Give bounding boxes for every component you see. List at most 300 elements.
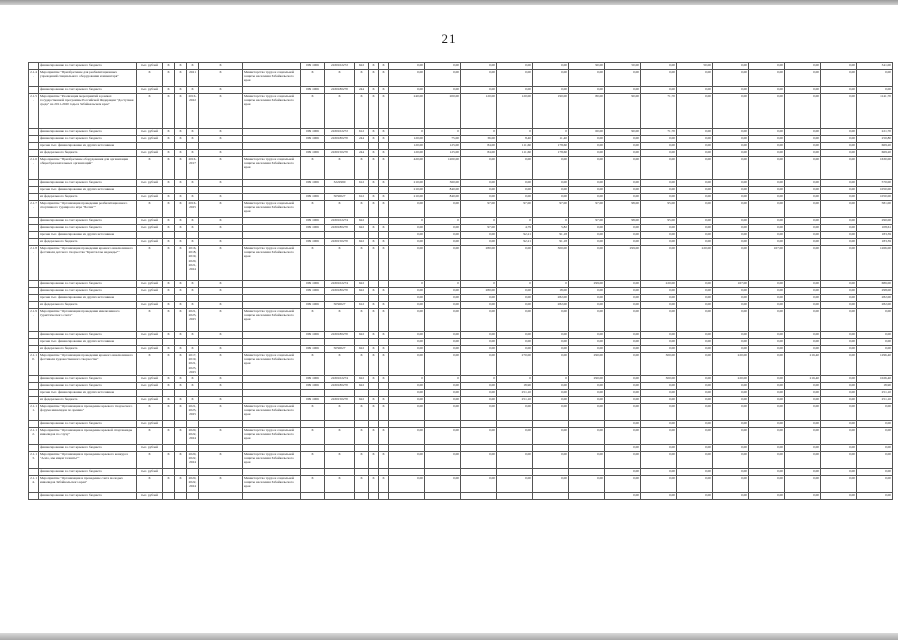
- table-cell: 0,00: [605, 194, 641, 201]
- table-cell: 0: [425, 281, 461, 288]
- table-cell: X: [369, 87, 379, 94]
- table-cell: X: [379, 150, 389, 157]
- table-cell: [243, 281, 301, 288]
- table-cell: X: [175, 180, 187, 187]
- table-cell: X: [187, 194, 199, 201]
- table-cell: X: [301, 404, 325, 421]
- table-cell: [379, 187, 389, 194]
- funding-row: [29, 225, 893, 232]
- table-cell: 009 1006: [301, 383, 325, 390]
- table-cell: 244: [355, 87, 369, 94]
- table-cell: 0,00: [821, 302, 857, 309]
- table-cell: 298,00: [857, 288, 893, 295]
- table-cell: [199, 445, 243, 452]
- table-cell: [137, 187, 163, 194]
- table-cell: 1026,40: [857, 376, 893, 383]
- table-cell: 0,00: [713, 476, 749, 493]
- table-cell: 0,00: [497, 452, 533, 469]
- table-cell: X: [369, 376, 379, 383]
- table-cell: 0,00: [749, 180, 785, 187]
- table-cell: 0,00: [713, 390, 749, 397]
- table-cell: 2.1.13.: [29, 452, 39, 469]
- table-cell: [461, 421, 497, 428]
- table-cell: 80,00: [569, 94, 605, 129]
- table-cell: [187, 187, 199, 194]
- table-cell: 4,79: [497, 225, 533, 232]
- table-cell: X: [199, 218, 243, 225]
- table-cell: 0,00: [569, 332, 605, 339]
- table-cell: 0,00: [857, 309, 893, 332]
- table-cell: [29, 383, 39, 390]
- table-cell: 0,00: [605, 288, 641, 295]
- table-cell: 0,00: [605, 493, 641, 500]
- table-cell: 0,00: [425, 309, 461, 332]
- table-cell: 0,00: [713, 309, 749, 332]
- table-cell: X: [163, 218, 175, 225]
- table-cell: [163, 143, 175, 150]
- table-cell: 5,82: [533, 225, 569, 232]
- table-cell: 0,00: [713, 346, 749, 353]
- table-cell: 91,18: [533, 232, 569, 239]
- table-cell: X: [369, 136, 379, 143]
- table-cell: [301, 295, 325, 302]
- table-cell: 0: [461, 281, 497, 288]
- table-cell: 0: [425, 129, 461, 136]
- table-cell: финансирование за счет краевого бюджета: [39, 469, 137, 476]
- table-cell: X: [301, 353, 325, 376]
- table-cell: [187, 390, 199, 397]
- table-cell: 009 1006: [301, 332, 325, 339]
- table-cell: 0,00: [677, 288, 713, 295]
- table-cell: 0,00: [641, 397, 677, 404]
- table-cell: 0,00: [605, 136, 641, 143]
- table-cell: 0,00: [821, 70, 857, 87]
- table-cell: [325, 469, 355, 476]
- table-cell: 0: [389, 281, 425, 288]
- table-cell: 125,00: [425, 150, 461, 157]
- table-cell: 0,00: [821, 383, 857, 390]
- table-cell: [29, 421, 39, 428]
- table-cell: [243, 383, 301, 390]
- table-cell: из федерального бюджета: [39, 239, 137, 246]
- table-cell: 90,00: [605, 129, 641, 136]
- table-cell: X: [175, 70, 187, 87]
- table-cell: 009 1006: [301, 129, 325, 136]
- table-cell: 95,00: [641, 218, 677, 225]
- table-cell: [461, 469, 497, 476]
- table-cell: [369, 187, 379, 194]
- table-cell: 0: [497, 218, 533, 225]
- table-cell: 0,00: [677, 346, 713, 353]
- table-cell: [389, 421, 425, 428]
- table-cell: 0,00: [605, 87, 641, 94]
- table-cell: 125,00: [425, 143, 461, 150]
- table-cell: X: [369, 94, 379, 129]
- table-cell: 0,00: [749, 397, 785, 404]
- table-cell: 0,00: [605, 404, 641, 421]
- table-cell: 0,00: [461, 194, 497, 201]
- table-cell: [325, 232, 355, 239]
- table-cell: 18,90: [497, 383, 533, 390]
- table-cell: 0,00: [821, 469, 857, 476]
- table-cell: 2430102272: [325, 129, 355, 136]
- table-cell: 2016-2025: [187, 201, 199, 218]
- table-cell: [243, 194, 301, 201]
- table-cell: 0,00: [713, 157, 749, 180]
- table-cell: 0,00: [785, 295, 821, 302]
- table-cell: [243, 339, 301, 346]
- table-cell: 183,39: [857, 232, 893, 239]
- table-cell: 0,00: [677, 281, 713, 288]
- table-cell: 0,00: [749, 232, 785, 239]
- table-cell: 0,00: [821, 288, 857, 295]
- table-cell: X: [199, 194, 243, 201]
- table-cell: 282,00: [533, 295, 569, 302]
- table-cell: [199, 143, 243, 150]
- table-cell: [175, 232, 187, 239]
- table-cell: 0,00: [497, 428, 533, 445]
- table-cell: X: [369, 353, 379, 376]
- table-cell: 0,00: [749, 87, 785, 94]
- table-cell: 840,00: [425, 187, 461, 194]
- table-cell: X: [137, 404, 163, 421]
- table-cell: 75,00: [425, 136, 461, 143]
- table-cell: 200,00: [425, 94, 461, 129]
- table-cell: 570,00: [857, 180, 893, 187]
- table-cell: 0,00: [425, 87, 461, 94]
- activity-row: [29, 94, 893, 129]
- table-cell: X: [175, 302, 187, 309]
- table-cell: 2430180270: [325, 225, 355, 232]
- table-cell: [29, 346, 39, 353]
- table-cell: [301, 187, 325, 194]
- table-cell: 0,00: [785, 201, 821, 218]
- table-cell: 290,00: [569, 376, 605, 383]
- table-cell: 0,00: [821, 201, 857, 218]
- table-cell: 0,00: [677, 218, 713, 225]
- table-cell: тыс. рублей: [137, 225, 163, 232]
- table-cell: Мероприятие "Организация проведения реабилитационного спортивного турнира по игре "Боччи"": [39, 201, 137, 218]
- table-cell: 0,00: [425, 397, 461, 404]
- table-cell: X: [199, 70, 243, 87]
- table-cell: X: [355, 94, 369, 129]
- table-cell: 0,00: [713, 63, 749, 70]
- table-cell: X: [199, 383, 243, 390]
- table-cell: 0,00: [641, 452, 677, 469]
- table-cell: 300,00: [533, 246, 569, 281]
- table-cell: X: [163, 87, 175, 94]
- table-cell: 120,00: [389, 136, 425, 143]
- table-cell: 0,00: [785, 383, 821, 390]
- table-cell: тыс. рублей: [137, 397, 163, 404]
- table-cell: Мероприятие "Организация и проведение краевого конкурса "Алло, мы ищем таланты"": [39, 452, 137, 469]
- table-cell: X: [175, 225, 187, 232]
- table-cell: X: [187, 129, 199, 136]
- table-cell: X: [379, 246, 389, 281]
- table-cell: прочие тыс. финансирование из других источников: [39, 339, 137, 346]
- table-cell: [163, 421, 175, 428]
- table-cell: 0,00: [533, 428, 569, 445]
- table-cell: 0,00: [641, 469, 677, 476]
- table-cell: [163, 295, 175, 302]
- table-cell: [175, 390, 187, 397]
- funding-row: [29, 194, 893, 201]
- table-cell: [243, 397, 301, 404]
- table-cell: 0,00: [785, 404, 821, 421]
- table-cell: [163, 469, 175, 476]
- table-cell: [379, 143, 389, 150]
- table-cell: Министерство труда и социальной защиты населения Забайкальского края: [243, 201, 301, 218]
- table-cell: 0,00: [533, 87, 569, 94]
- funding-row: [29, 232, 893, 239]
- table-cell: 0: [461, 218, 497, 225]
- table-cell: 0,00: [749, 70, 785, 87]
- table-cell: 91,18: [533, 239, 569, 246]
- table-cell: тыс. рублей: [137, 469, 163, 476]
- table-cell: 0,00: [785, 187, 821, 194]
- table-cell: 0,00: [821, 63, 857, 70]
- table-cell: 0,00: [605, 239, 641, 246]
- table-cell: X: [163, 309, 175, 332]
- table-cell: X: [137, 201, 163, 218]
- table-cell: [29, 232, 39, 239]
- table-cell: 0,00: [641, 302, 677, 309]
- table-cell: [243, 421, 301, 428]
- table-cell: тыс. рублей: [137, 383, 163, 390]
- table-cell: 0,00: [461, 353, 497, 376]
- table-cell: 0,00: [713, 129, 749, 136]
- table-cell: 0,00: [857, 70, 893, 87]
- table-cell: X: [137, 94, 163, 129]
- table-cell: 0,00: [785, 180, 821, 187]
- funding-row: [29, 87, 893, 94]
- table-cell: 0,00: [749, 476, 785, 493]
- table-cell: 244: [355, 136, 369, 143]
- table-cell: 0,00: [533, 339, 569, 346]
- table-cell: [355, 187, 369, 194]
- table-cell: 0,00: [857, 445, 893, 452]
- table-cell: 0,00: [857, 404, 893, 421]
- table-cell: [175, 143, 187, 150]
- table-cell: [301, 339, 325, 346]
- table-cell: 0,00: [749, 404, 785, 421]
- table-cell: 2430180270: [325, 136, 355, 143]
- table-cell: 0,00: [461, 397, 497, 404]
- table-cell: 97,00: [461, 225, 497, 232]
- table-cell: 622: [355, 288, 369, 295]
- table-cell: 0,00: [641, 346, 677, 353]
- table-cell: тыс. рублей: [137, 346, 163, 353]
- table-cell: [389, 445, 425, 452]
- table-cell: 0,00: [497, 194, 533, 201]
- table-cell: 0,00: [605, 476, 641, 493]
- table-cell: 0,00: [425, 225, 461, 232]
- table-cell: 0,00: [389, 70, 425, 87]
- table-cell: [325, 493, 355, 500]
- table-cell: 0,00: [785, 288, 821, 295]
- table-cell: [379, 390, 389, 397]
- table-cell: 009 1006: [301, 397, 325, 404]
- table-cell: 0,00: [569, 295, 605, 302]
- table-cell: 216,40: [785, 376, 821, 383]
- table-cell: 0,00: [605, 143, 641, 150]
- table-cell: финансирование за счет краевого бюджета: [39, 225, 137, 232]
- table-cell: 0,00: [749, 353, 785, 376]
- table-cell: 0,00: [461, 239, 497, 246]
- table-cell: 2.1.12.: [29, 428, 39, 445]
- table-cell: [243, 332, 301, 339]
- table-cell: 97,00: [569, 201, 605, 218]
- table-cell: 250,80: [857, 136, 893, 143]
- table-cell: X: [379, 94, 389, 129]
- table-cell: [355, 469, 369, 476]
- table-cell: [325, 445, 355, 452]
- table-cell: 71,70: [641, 94, 677, 129]
- table-cell: [379, 383, 389, 390]
- table-cell: 0,00: [605, 295, 641, 302]
- table-cell: 0,00: [821, 136, 857, 143]
- table-cell: 009 1006: [301, 150, 325, 157]
- table-cell: 0,00: [713, 302, 749, 309]
- table-cell: X: [199, 94, 243, 129]
- table-cell: 0,00: [785, 421, 821, 428]
- table-cell: 0,00: [749, 288, 785, 295]
- table-cell: 2.1.4.: [29, 70, 39, 87]
- table-cell: 2016-2017: [187, 157, 199, 180]
- table-cell: [243, 87, 301, 94]
- table-cell: 0,00: [677, 143, 713, 150]
- table-cell: 0,00: [569, 428, 605, 445]
- activity-row: [29, 476, 893, 493]
- table-cell: 0,00: [821, 376, 857, 383]
- table-cell: 0,00: [497, 309, 533, 332]
- table-cell: 299,00: [569, 281, 605, 288]
- table-cell: 0: [461, 129, 497, 136]
- table-cell: 0,00: [641, 421, 677, 428]
- table-cell: X: [175, 376, 187, 383]
- table-cell: [199, 421, 243, 428]
- table-cell: 282,00: [533, 302, 569, 309]
- table-cell: 0,00: [569, 476, 605, 493]
- table-cell: 280,00: [461, 288, 497, 295]
- table-cell: [243, 150, 301, 157]
- table-cell: 0,00: [821, 332, 857, 339]
- table-cell: X: [379, 452, 389, 469]
- table-cell: 120,00: [389, 143, 425, 150]
- table-cell: тыс. рублей: [137, 281, 163, 288]
- table-cell: 0,00: [425, 302, 461, 309]
- table-cell: прочие тыс. финансирование из других источников: [39, 143, 137, 150]
- table-cell: 0,00: [821, 87, 857, 94]
- table-cell: 0,00: [641, 404, 677, 421]
- table-cell: 0,00: [677, 332, 713, 339]
- table-cell: X: [175, 428, 187, 445]
- table-cell: [369, 339, 379, 346]
- table-cell: [29, 239, 39, 246]
- table-cell: [497, 493, 533, 500]
- funding-row: [29, 239, 893, 246]
- table-cell: [199, 390, 243, 397]
- table-cell: [29, 187, 39, 194]
- table-cell: 0,00: [785, 239, 821, 246]
- table-cell: X: [355, 70, 369, 87]
- table-cell: тыс. рублей: [137, 445, 163, 452]
- table-cell: [301, 143, 325, 150]
- table-cell: 0,00: [605, 421, 641, 428]
- table-cell: 0,00: [641, 239, 677, 246]
- table-cell: 581,00: [857, 201, 893, 218]
- table-cell: 0,00: [677, 150, 713, 157]
- table-cell: 2.1.10.: [29, 353, 39, 376]
- table-cell: 0,00: [533, 187, 569, 194]
- table-cell: Мероприятие "Организация проведения краевого инклюзивного фестиваля художественного творчества": [39, 353, 137, 376]
- table-cell: 0,00: [857, 421, 893, 428]
- table-cell: 0,00: [821, 129, 857, 136]
- table-cell: 0,00: [605, 150, 641, 157]
- table-cell: 0,00: [389, 63, 425, 70]
- table-cell: 0,00: [425, 353, 461, 376]
- table-cell: [29, 281, 39, 288]
- table-cell: 0: [389, 218, 425, 225]
- table-cell: 0,00: [605, 445, 641, 452]
- table-cell: 0,00: [749, 309, 785, 332]
- table-cell: 97,00: [461, 201, 497, 218]
- table-cell: 622: [355, 383, 369, 390]
- table-cell: X: [301, 428, 325, 445]
- table-cell: 0,00: [785, 232, 821, 239]
- table-cell: 90,00: [569, 63, 605, 70]
- table-cell: 0,00: [533, 390, 569, 397]
- table-cell: 0,00: [641, 157, 677, 180]
- table-cell: 220,00: [713, 376, 749, 383]
- table-cell: 0,00: [461, 390, 497, 397]
- table-cell: X: [163, 129, 175, 136]
- table-cell: 0,00: [857, 493, 893, 500]
- table-cell: 0,00: [533, 353, 569, 376]
- table-cell: 0,00: [821, 309, 857, 332]
- table-cell: 97,00: [497, 201, 533, 218]
- table-cell: X: [163, 63, 175, 70]
- table-cell: 2430102274: [325, 218, 355, 225]
- table-cell: X: [325, 428, 355, 445]
- table-cell: 2430102272: [325, 63, 355, 70]
- table-cell: тыс. рублей: [137, 302, 163, 309]
- table-cell: [187, 143, 199, 150]
- table-cell: 0,00: [749, 150, 785, 157]
- page-number: 21: [441, 31, 457, 46]
- table-cell: X: [199, 288, 243, 295]
- table-cell: X: [163, 346, 175, 353]
- table-cell: 0,00: [677, 302, 713, 309]
- table-cell: 0,00: [461, 302, 497, 309]
- table-cell: финансирование за счет краевого бюджета: [39, 218, 137, 225]
- table-cell: 0,00: [749, 194, 785, 201]
- table-cell: [325, 390, 355, 397]
- table-cell: [137, 143, 163, 150]
- table-cell: [369, 469, 379, 476]
- table-cell: Мероприятие "Реализация мероприятий в рамках государственной программы Российской Федерации "Доступная среда" на 2011-2020 годы в Забайкальском крае": [39, 94, 137, 129]
- table-cell: [379, 445, 389, 452]
- activity-row: [29, 201, 893, 218]
- table-cell: 0,00: [533, 383, 569, 390]
- table-cell: X: [301, 246, 325, 281]
- table-cell: 178,60: [533, 143, 569, 150]
- table-cell: X: [355, 157, 369, 180]
- table-cell: из федерального бюджета: [39, 302, 137, 309]
- table-cell: X: [163, 246, 175, 281]
- activity-row: [29, 353, 893, 376]
- table-cell: X: [163, 201, 175, 218]
